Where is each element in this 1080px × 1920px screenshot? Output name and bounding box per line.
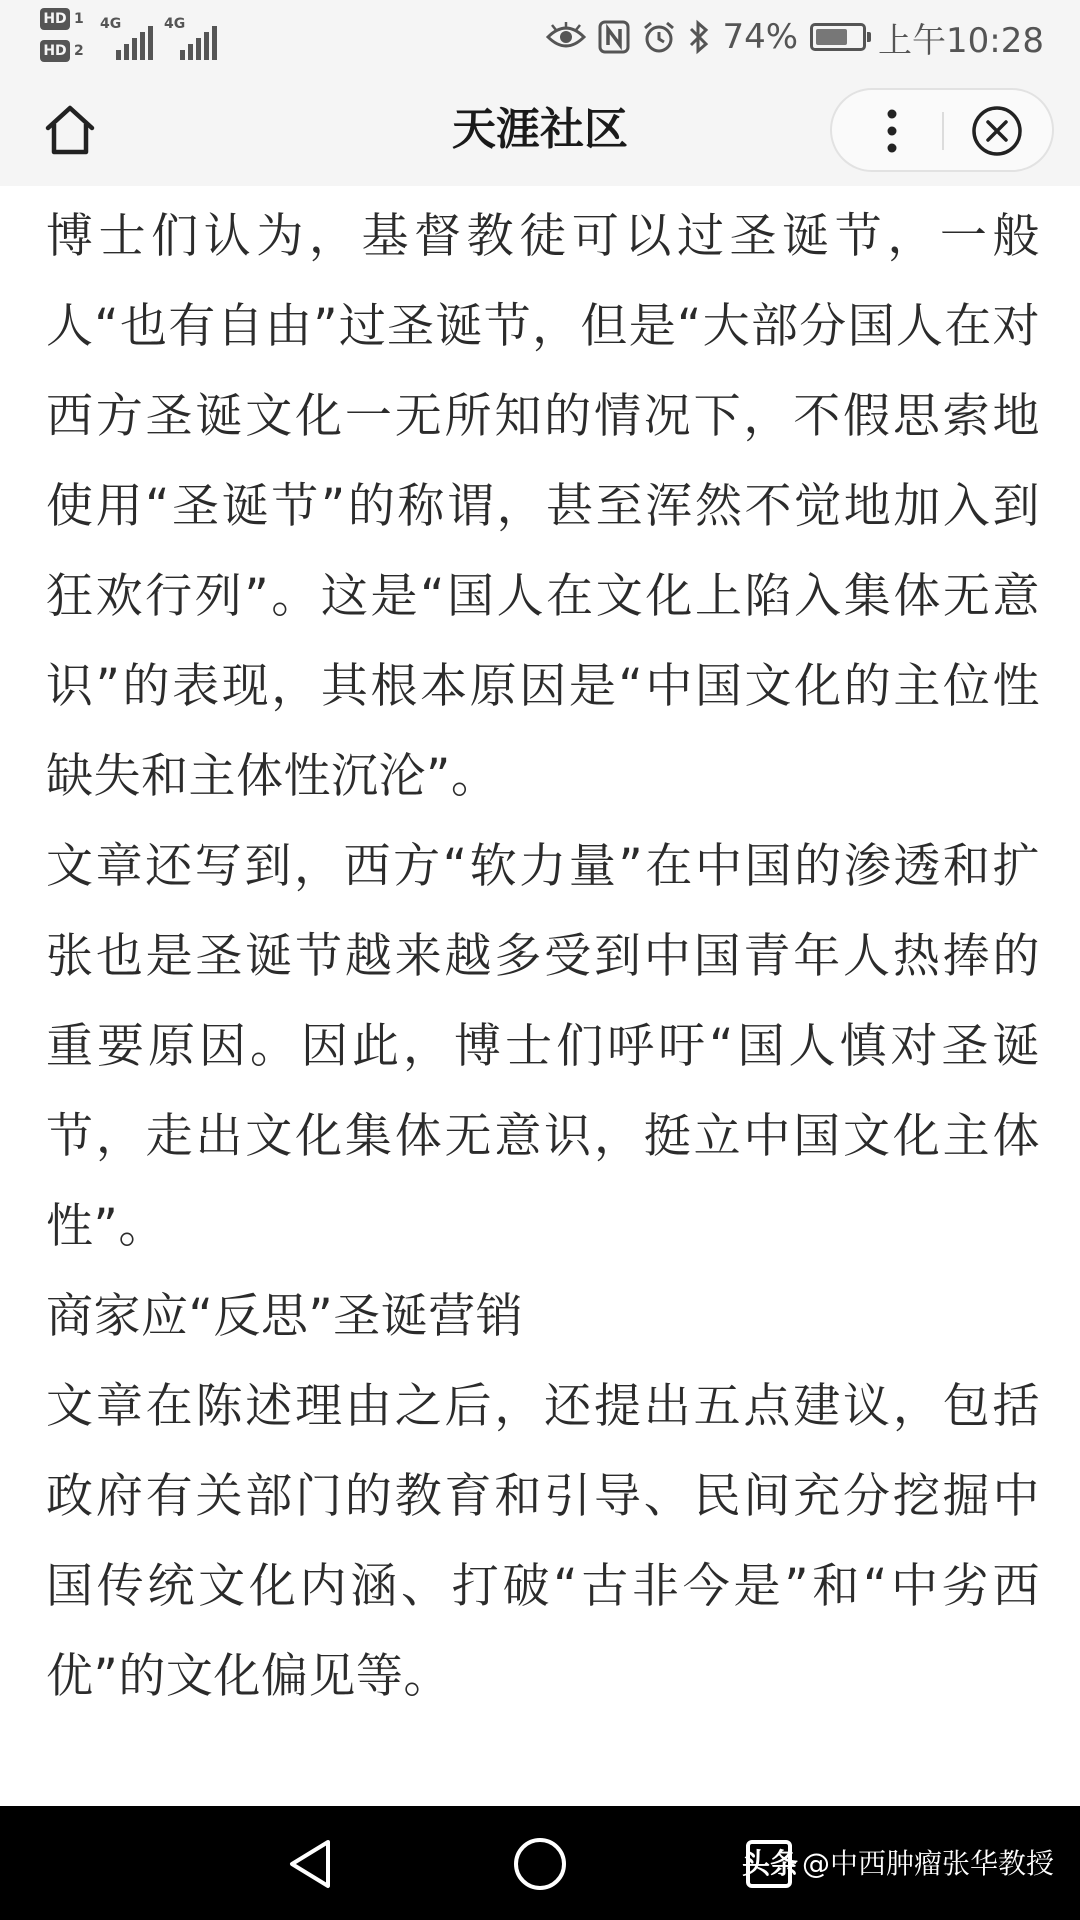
back-triangle-icon[interactable] — [282, 1834, 338, 1894]
signal-bars-icon — [178, 24, 222, 60]
status-bar — [0, 0, 1080, 74]
capsule-divider — [942, 112, 944, 150]
article-paragraph: 博士们认为，基督教徒可以过圣诞节，一般人“也有自由”过圣诞节，但是“大部分国人在对西方圣诞文化一无所知的情况下，不假思索地使用“圣诞节”的称谓，甚至浑然不觉地加入到狂欢行列”。这是“国人在文化上陷入集体无意识”的表现，其根本原因是“中国文化的主位性缺失和主体性沉沦”。 — [46, 209, 1040, 804]
signal-sim1 — [100, 16, 156, 62]
article-subheading: 商家应“反思”圣诞营销 — [46, 1289, 524, 1344]
network-type-sim2: 4G — [164, 16, 186, 32]
sim1-hd-badge: HD — [40, 8, 70, 30]
status-right — [546, 0, 1044, 74]
sim1-index: 1 — [74, 11, 84, 27]
watermark-account: @中西肿瘤张华教授 — [801, 1847, 1054, 1880]
title-bar — [0, 74, 1080, 186]
eye-comfort-icon — [546, 22, 586, 52]
nfc-icon — [598, 20, 630, 54]
network-type-sim1: 4G — [100, 16, 122, 32]
article-paragraph: 文章还写到，西方“软力量”在中国的渗透和扩张也是圣诞节越来越多受到中国青年人热捧的重要原因。因此，博士们呼吁“国人慎对圣诞节，走出文化集体无意识，挺立中国文化主体性”。 — [46, 839, 1040, 1254]
close-icon[interactable] — [970, 104, 1024, 158]
watermark — [742, 1842, 1054, 1886]
clock: 上午10:28 — [878, 20, 1044, 61]
watermark-brand: 头条 — [741, 1847, 798, 1880]
article-body — [46, 186, 1040, 1806]
capsule-menu — [830, 88, 1054, 172]
sim2-hd-badge: HD — [40, 40, 70, 62]
signal-bars-icon — [114, 24, 158, 60]
battery-percent: 74% — [722, 17, 799, 57]
battery-icon — [810, 23, 866, 51]
more-icon[interactable] — [872, 108, 912, 154]
bluetooth-icon — [688, 19, 710, 55]
article-paragraph: 文章在陈述理由之后，还提出五点建议，包括政府有关部门的教育和引导、民间充分挖掘中国传统文化内涵、打破“古非今是”和“中劣西优”的文化偏见等。 — [46, 1379, 1040, 1704]
battery-fill — [816, 29, 847, 45]
sim2-index: 2 — [74, 43, 84, 59]
sim-indicators — [40, 8, 92, 70]
signal-sim2 — [164, 16, 220, 62]
page-title: 天涯社区 — [452, 104, 628, 155]
navigation-bar — [0, 1806, 1080, 1920]
home-circle-icon[interactable] — [510, 1834, 570, 1894]
alarm-icon — [642, 20, 676, 54]
